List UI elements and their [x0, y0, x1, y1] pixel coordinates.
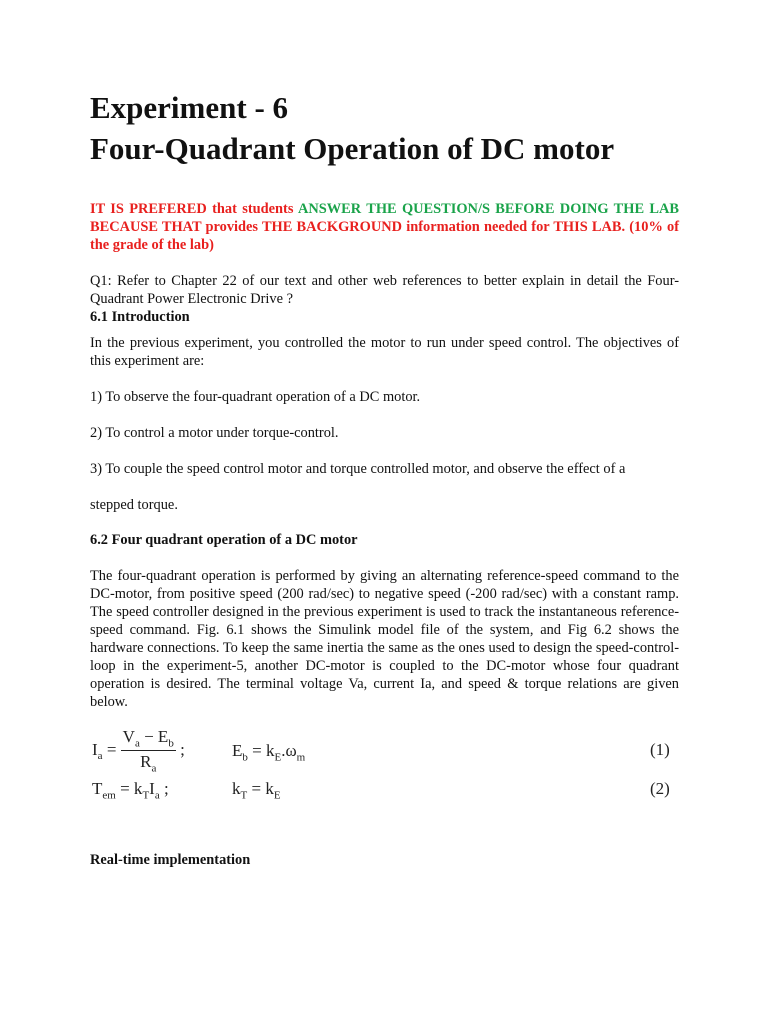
question-1: Q1: Refer to Chapter 22 of our text and other web references to better explain in detail the Four-Quadrant Power Electronic Drive ? [90, 273, 679, 307]
objective-1: 1) To observe the four-quadrant operation of a DC motor. [90, 389, 421, 405]
equation-number-1: (1) [650, 740, 670, 759]
notice-part-3: BECAUSE THAT provides THE BACKGROUND information needed for THIS LAB. (10% of the grade of the lab) [90, 219, 679, 253]
four-quadrant-paragraph: The four-quadrant operation is performed by giving an alternating reference-speed command to the DC-motor, from positive speed (200 rad/sec) to negative speed (-200 rad/sec) with a constant ramp. The speed controller designed in the previous experiment is used to track the instantaneous reference-speed command. Fig. 6.1 shows the Simulink model file of the system, and Fig 6.2 shows the hardware connections. To keep the same inertia the same as the ones used to design the speed-control-loop in the experiment-5, another DC-motor is coupled to the DC-motor whose four quadrant operation is desired. The terminal voltage Va, current Ia, and speed & torque relations are given below. [90, 568, 679, 710]
equation-back-emf: $E_b = k_E.\omega_m$ [232, 741, 306, 764]
objective-2: 2) To control a motor under torque-control. [90, 425, 339, 441]
introduction-paragraph: In the previous experiment, you controlled the motor to run under speed control. The objectives of this experiment are: [90, 335, 679, 369]
fraction: $\frac{V_a - E_b}{R_a}$ [122, 727, 174, 775]
section-heading-four-quadrant: 6.2 Four quadrant operation of a DC motor [90, 532, 358, 548]
equation-torque-constant: $k_T = k_E$ [232, 779, 281, 802]
section-heading-real-time: Real-time implementation [90, 852, 251, 868]
objective-3: 3) To couple the speed control motor and torque controlled motor, and observe the effect of a [90, 461, 626, 477]
prerequisite-notice [90, 200, 679, 254]
notice-part-1: IT IS PREFERED that students [90, 201, 298, 217]
notice-part-2: ANSWER THE QUESTION/S BEFORE DOING THE LAB [297, 201, 679, 217]
section-heading-introduction: 6.1 Introduction [90, 309, 190, 325]
equation-armature-current: $I_a$ = $\frac{V_a - E_b}{R_a}$ ; [92, 727, 185, 775]
equation-torque: $T_{em} = k_TI_a$ ; [92, 779, 169, 802]
experiment-subtitle: Four-Quadrant Operation of DC motor [90, 131, 615, 166]
experiment-title: Experiment - 6 [90, 90, 289, 125]
objective-3-continuation: stepped torque. [90, 497, 178, 513]
equation-number-2: (2) [650, 779, 670, 798]
